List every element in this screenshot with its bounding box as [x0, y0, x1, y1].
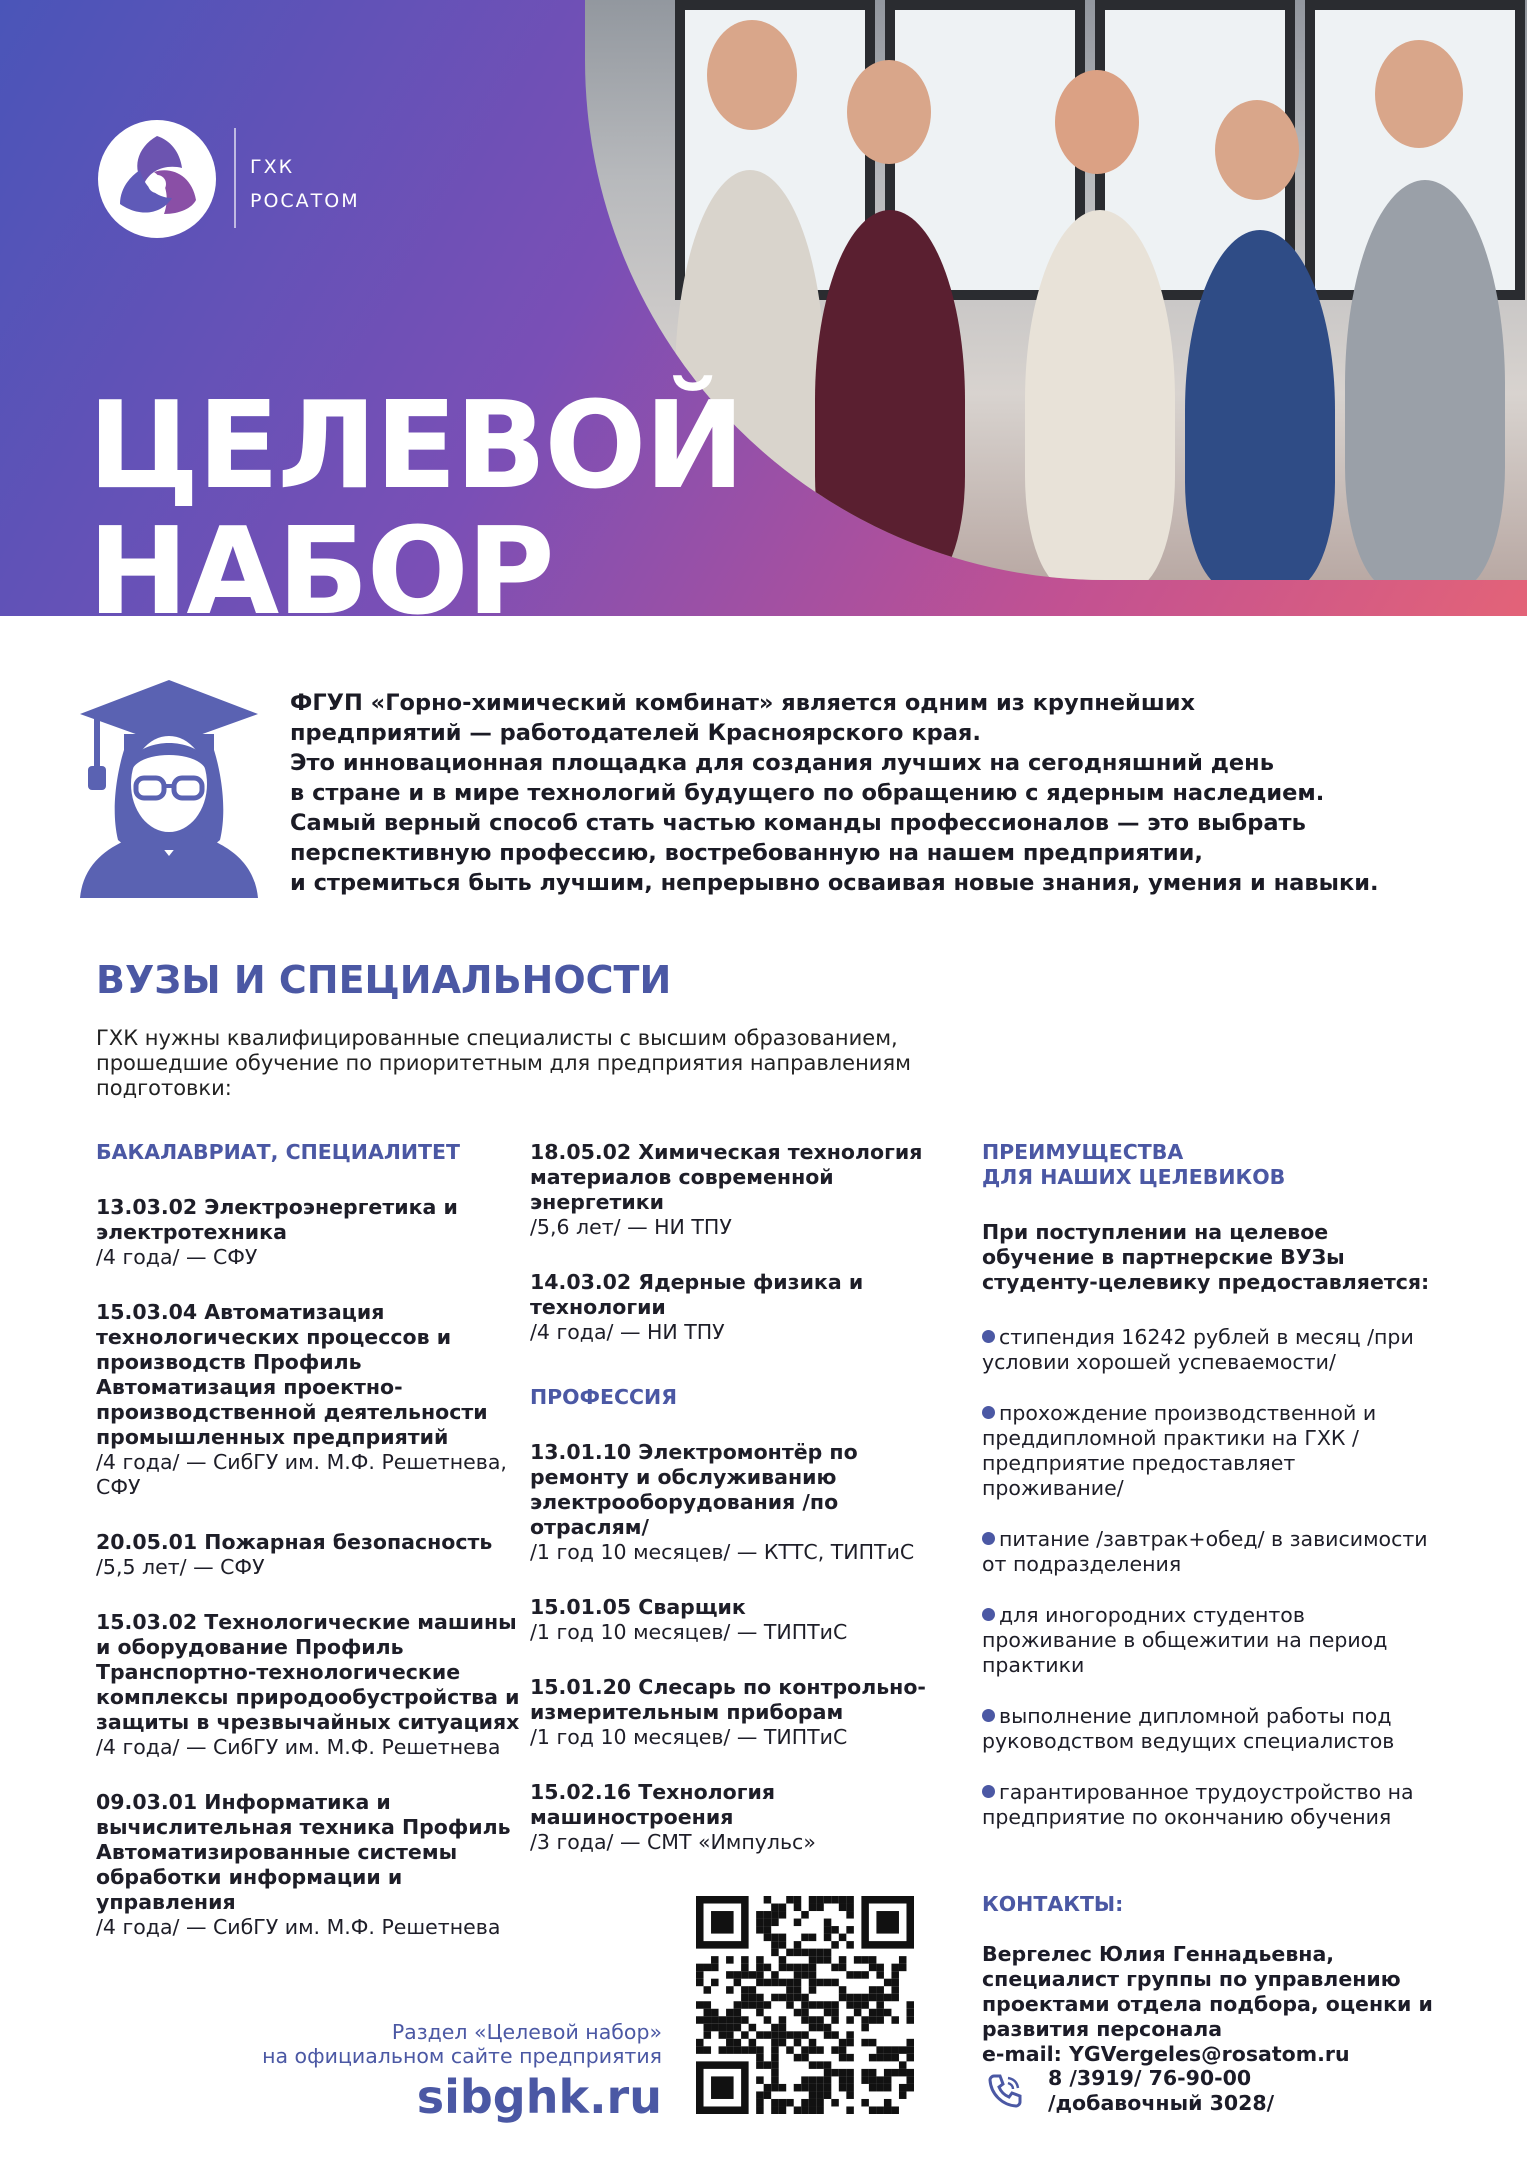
phone-icon [986, 2072, 1024, 2110]
profession-details: /1 год 10 месяцев/ — ТИПТиС [530, 1725, 848, 1749]
title-line-1: ЦЕЛЕВОЙ [88, 377, 743, 516]
specialty-details: /4 года/ — СибГУ им. М.Ф. Решетнева [96, 1735, 501, 1759]
specialty-name: 15.03.02 Технологические машины и оборудование Профиль Транспортно-технологические комплексы природообустройства и защиты в чрезвычайных ситуациях [96, 1610, 520, 1734]
title-line-2: НАБОР [88, 503, 553, 616]
bullet-icon [982, 1330, 995, 1343]
specialty-details: /5,6 лет/ — НИ ТПУ [530, 1215, 732, 1239]
profession-details: /1 год 10 месяцев/ — КТТС, ТИПТиС [530, 1540, 915, 1564]
website-link[interactable]: sibghk.ru [416, 2070, 662, 2124]
benefit-text: питание /завтрак+обед/ в зависимости от подразделения [982, 1527, 1428, 1576]
benefit-text: выполнение дипломной работы под руководством ведущих специалистов [982, 1704, 1395, 1753]
specialty-details: /5,5 лет/ — СФУ [96, 1555, 265, 1579]
specialty-name: 14.03.02 Ядерные физика и технологии [530, 1270, 864, 1319]
specialty-details: /4 года/ — СФУ [96, 1245, 258, 1269]
benefit-item [982, 1780, 1442, 1830]
list-item [96, 1610, 536, 1760]
contacts-heading: КОНТАКТЫ: [982, 1892, 1124, 1916]
benefits-heading-line-1: ПРЕИМУЩЕСТВА [982, 1140, 1184, 1164]
bullet-icon [982, 1608, 995, 1621]
contact-name: Вергелес Юлия Геннадьевна, [982, 1942, 1335, 1966]
benefit-item [982, 1401, 1442, 1501]
intro-text [290, 688, 1490, 898]
contacts-block [982, 1942, 1462, 2067]
specialty-name: 15.03.04 Автоматизация технологических процессов и производств Профиль Автоматизация проектно-производственной деятельности промышленных предприятий [96, 1300, 488, 1449]
intro-line: в стране и в мире технологий будущего по обращению с ядерным наследием. [290, 780, 1325, 806]
intro-line: Это инновационная площадка для создания лучших на сегодняшний день [290, 750, 1274, 776]
list-item [530, 1595, 950, 1645]
list-item [530, 1140, 950, 1240]
section-subtitle: ГХК нужны квалифицированные специалисты с высшим образованием, прошедшие обучение по приоритетным для предприятия направлениям подготовки: [96, 1026, 911, 1100]
benefit-item [982, 1325, 1442, 1375]
list-item [96, 1300, 536, 1500]
benefit-text: для иногородних студентов проживание в общежитии на период практики [982, 1603, 1388, 1677]
rosatom-logo-icon [96, 118, 218, 240]
benefit-text: стипендия 16242 рублей в месяц /при условии хорошей успеваемости/ [982, 1325, 1414, 1374]
specialty-name: 18.05.02 Химическая технология материалов современной энергетики [530, 1140, 923, 1214]
profession-name: 15.01.05 Сварщик [530, 1595, 746, 1619]
graduate-icon [80, 680, 258, 898]
benefits-heading [982, 1140, 1442, 1190]
logo-line-ghk: ГХК [250, 156, 295, 178]
intro-line: предприятий — работодателей Красноярского края. [290, 720, 981, 746]
list-item [530, 1440, 950, 1565]
profession-name: 13.01.10 Электромонтёр по ремонту и обслуживанию электрооборудования /по отраслям/ [530, 1440, 858, 1539]
specialties-column-2 [530, 1140, 950, 1885]
bachelor-heading: БАКАЛАВРИАТ, СПЕЦИАЛИТЕТ [96, 1140, 460, 1164]
benefit-text: гарантированное трудоустройство на предприятие по окончанию обучения [982, 1780, 1414, 1829]
intro-line: Самый верный способ стать частью команды профессионалов — это выбрать [290, 810, 1306, 836]
profession-details: /3 года/ — СМТ «Импульс» [530, 1830, 816, 1854]
benefit-item [982, 1704, 1442, 1754]
list-item [530, 1270, 950, 1345]
section-title: ВУЗЫ И СПЕЦИАЛЬНОСТИ [96, 958, 672, 1002]
profession-heading: ПРОФЕССИЯ [530, 1385, 677, 1409]
bullet-icon [982, 1406, 995, 1419]
profession-details: /1 год 10 месяцев/ — ТИПТиС [530, 1620, 848, 1644]
bachelor-column [96, 1140, 536, 1970]
contact-position: специалист группы по управлению проектами отдела подбора, оценки и развития персонала [982, 1967, 1433, 2041]
bullet-icon [982, 1785, 995, 1798]
logo-text [250, 150, 360, 218]
specialty-details: /4 года/ — НИ ТПУ [530, 1320, 725, 1344]
bullet-icon [982, 1532, 995, 1545]
logo-line-rosatom: РОСАТОМ [250, 190, 360, 212]
list-item [96, 1530, 536, 1580]
intro-line: ФГУП «Горно-химический комбинат» является одним из крупнейших [290, 690, 1195, 716]
bullet-icon [982, 1709, 995, 1722]
intro-line: перспективную профессию, востребованную на нашем предприятии, [290, 840, 1203, 866]
benefits-heading-line-2: ДЛЯ НАШИХ ЦЕЛЕВИКОВ [982, 1165, 1286, 1189]
website-caption [230, 2020, 662, 2068]
contact-email[interactable]: e-mail: YGVergeles@rosatom.ru [982, 2042, 1350, 2066]
specialty-details: /4 года/ — СибГУ им. М.Ф. Решетнева [96, 1915, 501, 1939]
intro-line: и стремиться быть лучшим, непрерывно осваивая новые знания, умения и навыки. [290, 870, 1379, 896]
benefit-item [982, 1603, 1442, 1678]
header-banner [0, 0, 1527, 616]
list-item [96, 1790, 536, 1940]
profession-name: 15.02.16 Технология машиностроения [530, 1780, 775, 1829]
website-caption-line-2: на официальном сайте предприятия [262, 2044, 662, 2068]
benefits-intro: При поступлении на целевое обучение в партнерские ВУЗы студенту-целевику предоставляется: [982, 1220, 1430, 1294]
logo-divider [234, 128, 236, 228]
phone-block [1048, 2066, 1274, 2116]
list-item [530, 1780, 950, 1855]
benefit-text: прохождение производственной и преддипломной практики на ГХК /предприятие предоставляет проживание/ [982, 1401, 1377, 1500]
benefits-column [982, 1140, 1442, 1856]
specialty-name: 20.05.01 Пожарная безопасность [96, 1530, 493, 1554]
benefit-item [982, 1527, 1442, 1577]
website-caption-line-1: Раздел «Целевой набор» [391, 2020, 662, 2044]
qr-code-icon[interactable] [696, 1896, 914, 2114]
specialty-name: 13.03.02 Электроэнергетика и электротехника [96, 1195, 458, 1244]
page-title [88, 377, 743, 616]
contact-extension: /добавочный 3028/ [1048, 2091, 1275, 2115]
specialty-details: /4 года/ — СибГУ им. М.Ф. Решетнева, СФУ [96, 1450, 507, 1499]
list-item [96, 1195, 536, 1270]
list-item [530, 1675, 950, 1750]
contact-phone[interactable]: 8 /3919/ 76-90-00 [1048, 2066, 1252, 2090]
specialty-name: 09.03.01 Информатика и вычислительная техника Профиль Автоматизированные системы обработки информации и управления [96, 1790, 511, 1914]
profession-name: 15.01.20 Слесарь по контрольно-измерительным приборам [530, 1675, 926, 1724]
